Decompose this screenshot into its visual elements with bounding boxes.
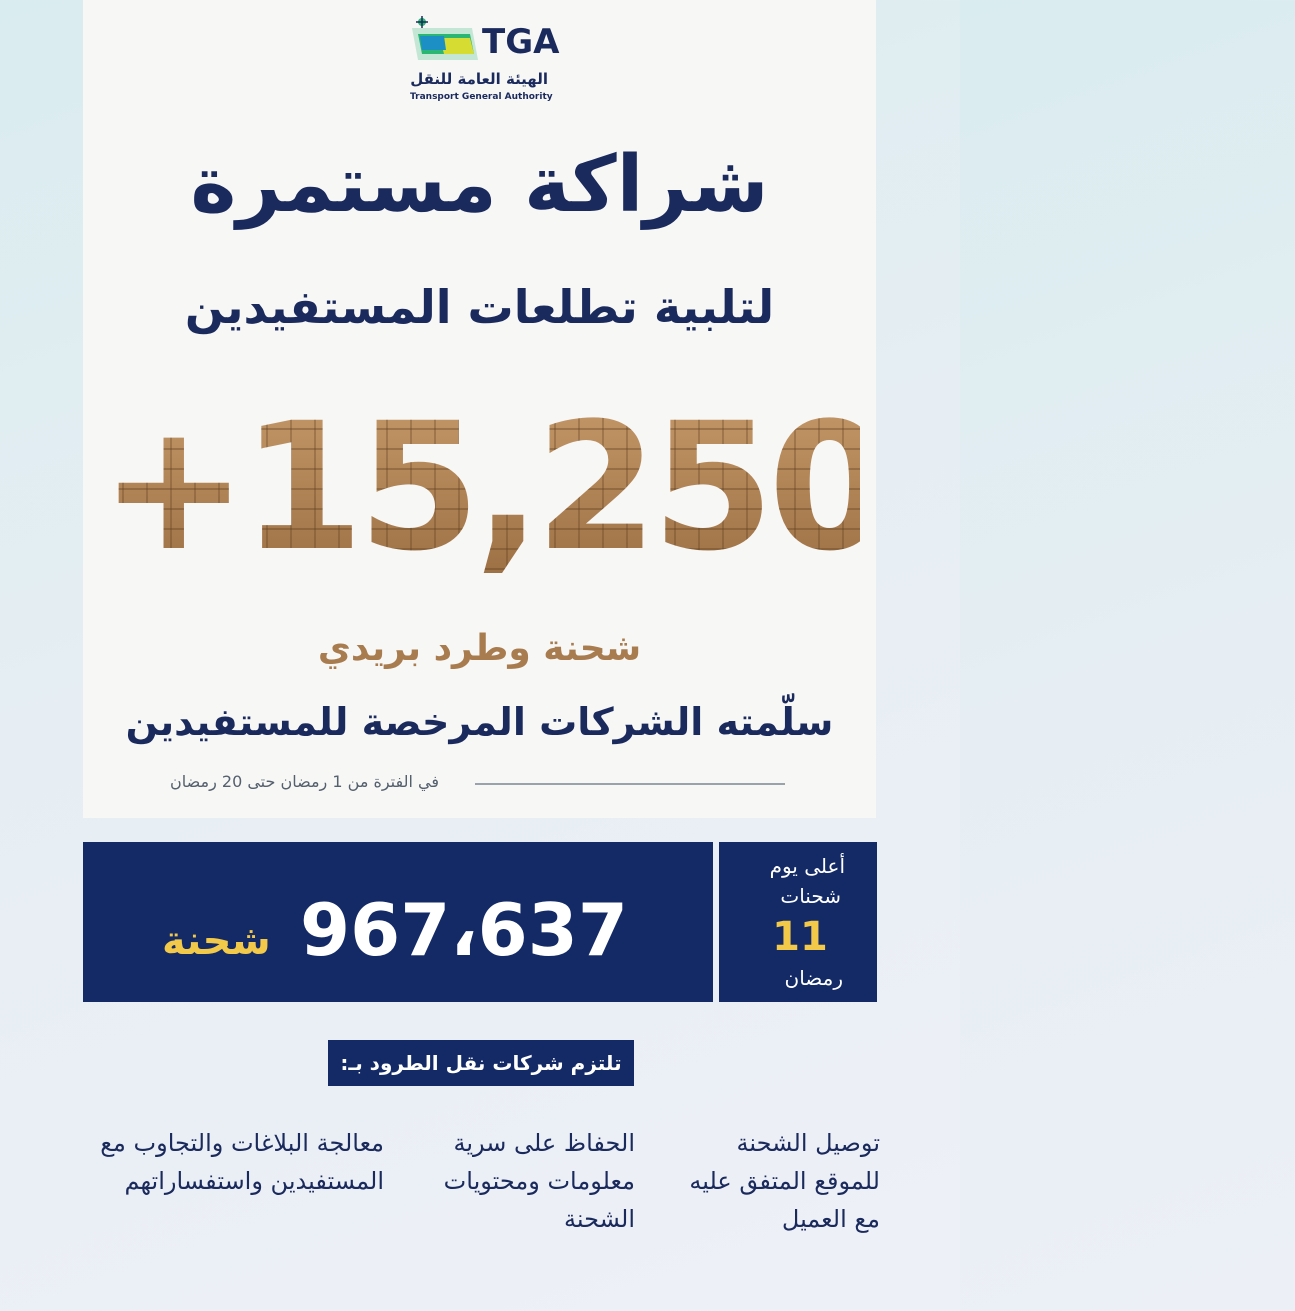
peak-month: رمضان [784, 966, 843, 990]
peak-unit: شحنة [162, 918, 271, 964]
period-text: في الفترة من 1 رمضان حتى 20 رمضان [170, 772, 439, 791]
logo-arabic-name: الهيئة العامة للنقل [410, 70, 548, 88]
page-subtitle: لتلبية تطلعات المستفيدين [184, 280, 775, 334]
total-shipments-number: +15,250,000 [100, 385, 1295, 590]
logo-brand-text: TGA [482, 22, 560, 62]
peak-value: 967،637 [300, 888, 628, 972]
peak-day: 11 [772, 914, 828, 960]
commitment-item: معالجة البلاغات والتجاوب مع المستفيدين واستفساراتهم [100, 1129, 384, 1195]
peak-label-line1: أعلى يوم [769, 854, 845, 878]
commitments-label: تلتزم شركات نقل الطرود بـ: [328, 1040, 634, 1086]
delivered-description: سلّمته الشركات المرخصة للمستفيدين [125, 700, 834, 744]
period-divider [475, 783, 785, 785]
page-title: شراكة مستمرة [190, 140, 769, 230]
logo-english-name: Transport General Authority [410, 92, 553, 102]
commitment-item: الحفاظ على سرية معلومات ومحتويات الشحنة [443, 1129, 635, 1233]
shipments-unit: شحنة وطرد بريدي [317, 628, 642, 669]
tga-logo-mark-icon [410, 14, 478, 60]
peak-label-line2: شحنات [780, 884, 841, 908]
tga-logo [410, 14, 560, 102]
commitment-item: توصيل الشحنة للموقع المتفق عليه مع العميل [689, 1129, 880, 1233]
